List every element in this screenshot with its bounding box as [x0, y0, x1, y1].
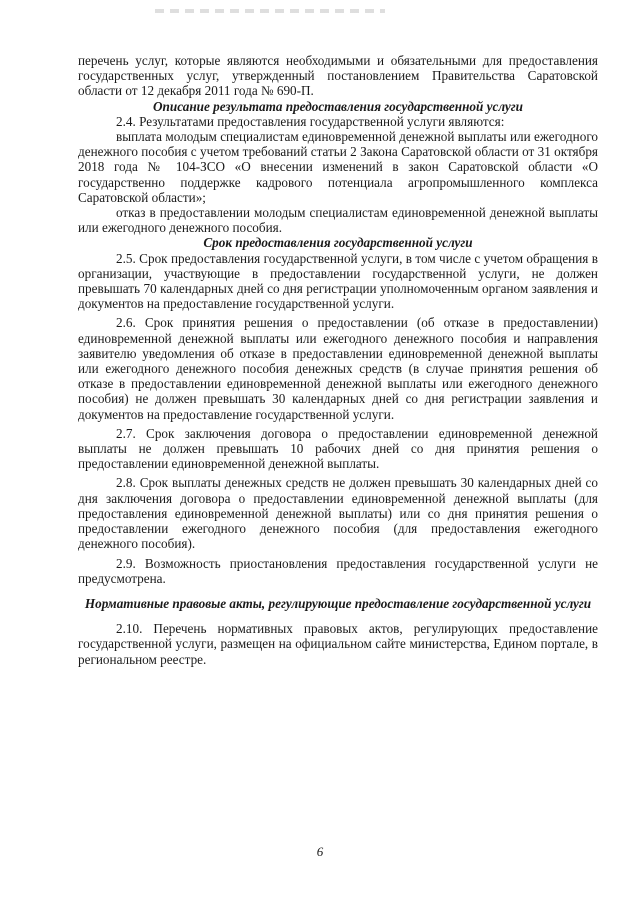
- paragraph-2-10: 2.10. Перечень нормативных правовых актов, регулирующих предоставление государственной услуги, размещен на официальном сайте министерства, Едином портале, в региональном реестре.: [78, 621, 598, 667]
- paragraph-result-refusal: отказ в предоставлении молодым специалистам единовременной денежной выплаты или ежегодного денежного пособия.: [78, 205, 598, 236]
- scan-artifact: [155, 9, 385, 13]
- section-heading-result: Описание результата предоставления государственной услуги: [153, 98, 523, 114]
- paragraph-2-4: 2.4. Результатами предоставления государственной услуги являются:: [116, 113, 505, 129]
- paragraph-2-7: 2.7. Срок заключения договора о предоставлении единовременной денежной выплаты не должен превышать 10 рабочих дней со дня принятия решения о предоставлении единовременной денежной выплаты.: [78, 425, 598, 472]
- section-heading-acts: Нормативные правовые акты, регулирующие предоставление государственной услуги: [84, 595, 592, 611]
- intro-paragraph: перечень услуг, которые являются необходимыми и обязательными для предоставления государственных услуг, утвержденный постановлением Правительства Саратовской области от 12 декабря 2011 года № 690-П.: [78, 53, 598, 99]
- paragraph-2-6: 2.6. Срок принятия решения о предоставлении (об отказе в предоставлении) единовременной денежной выплаты или ежегодного денежного пособия и направления заявителю уведомления об отказе в предоставлении единовременной денежной выплаты или ежегодного денежного пособия денежных средств (в случае принятия решения об отказе в предоставлении единовременной денежной выплаты или ежегодного денежного пособия) не должен превышать 30 календарных дней со дня регистрации заявления и документов на предоставление государственной услуги.: [78, 315, 598, 422]
- section-heading-term: Срок предоставления государственной услуги: [203, 235, 473, 251]
- paragraph-2-5: 2.5. Срок предоставления государственной услуги, в том числе с учетом обращения в организации, участвующие в предоставлении государственной услуги, не должен превышать 70 календарных дней со дня регистрации уполномоченным органом заявления и документов на предоставление государственной услуги.: [78, 250, 598, 312]
- document-body: [78, 53, 598, 667]
- paragraph-2-9: 2.9. Возможность приостановления предоставления государственной услуги не предусмотрена.: [78, 555, 598, 586]
- paragraph-result-payment: выплата молодым специалистам единовременной денежной выплаты или ежегодного денежного пособия с учетом требований статьи 2 Закона Саратовской области от 31 октября 2018 года № 104-ЗСО «О внесении изменений в закон Саратовской области «О государственно поддержке кадрового потенциала агропромышленного комплекса Саратовской области»;: [78, 129, 598, 205]
- paragraph-2-8: 2.8. Срок выплаты денежных средств не должен превышать 30 календарных дней со дня заключения договора о предоставлении единовременной денежной выплаты (для предоставления единовременной денежной выплаты) или со дня принятия решения о предоставлении ежегодного денежного пособия (для предоставления ежегодного денежного пособия).: [78, 475, 598, 552]
- page-number: 6: [316, 844, 324, 859]
